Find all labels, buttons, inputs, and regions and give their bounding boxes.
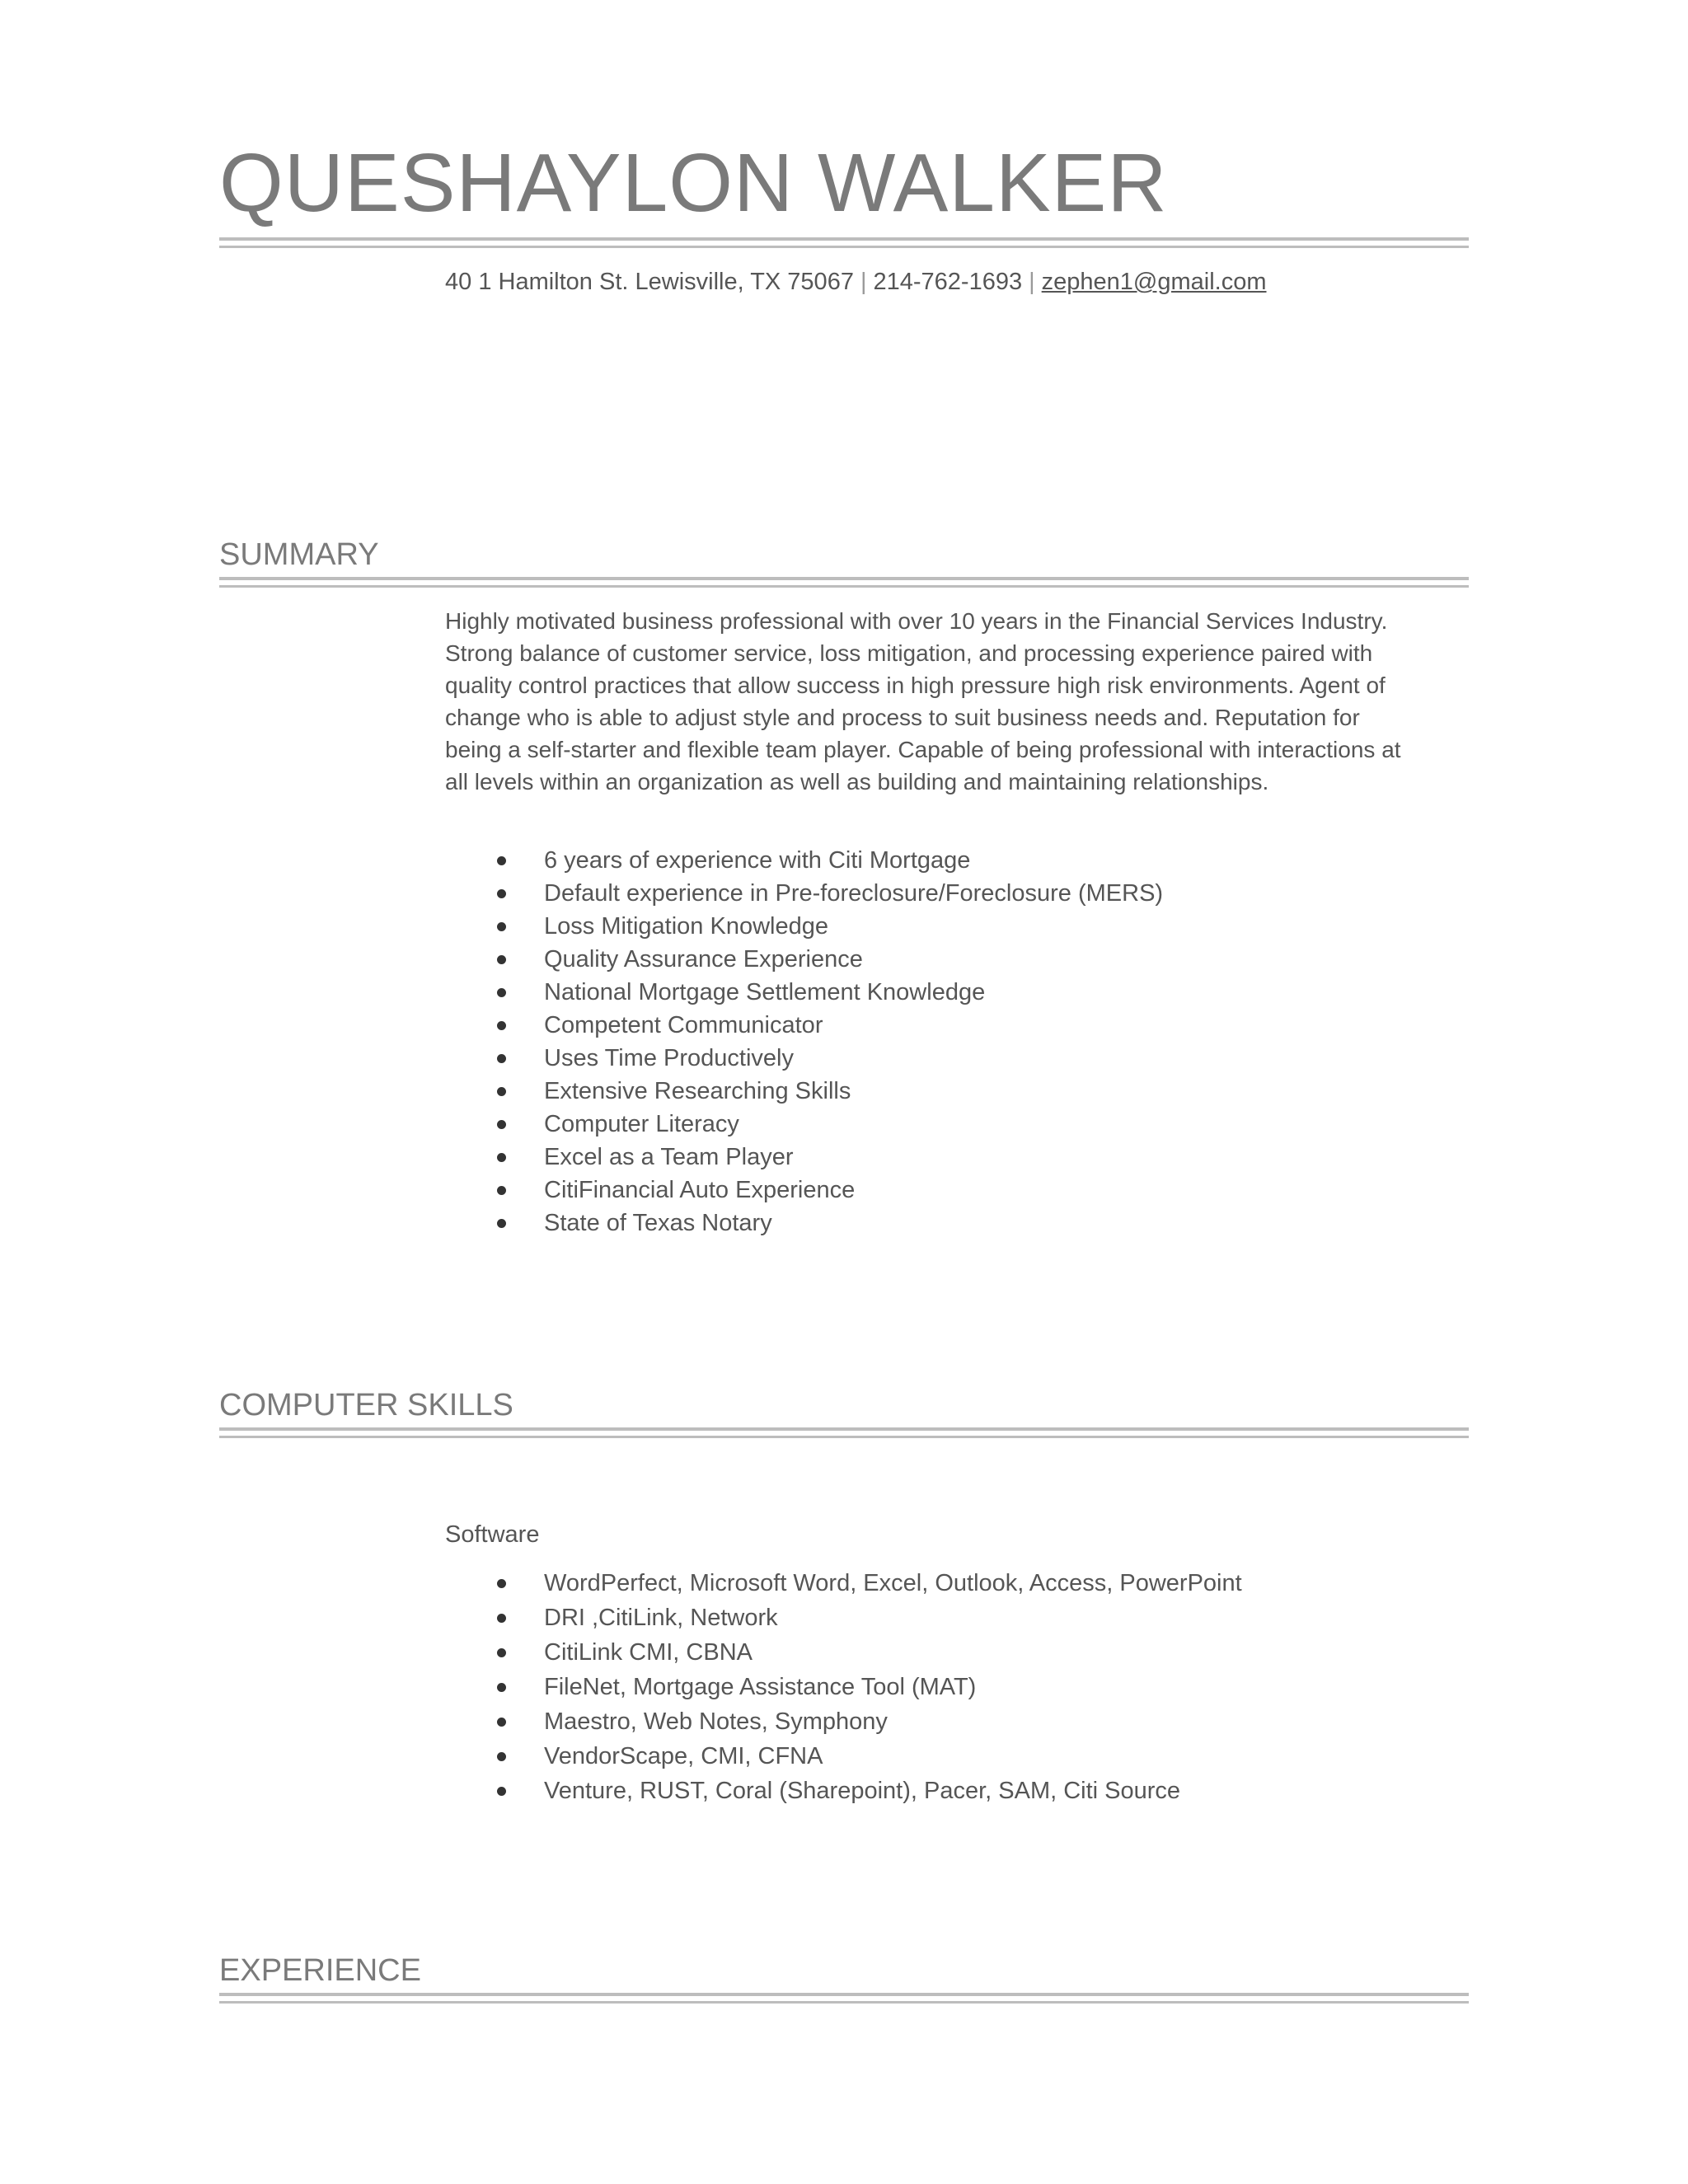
section-title-computer-skills: COMPUTER SKILLS [219,1388,513,1422]
skills-rule-top [219,1427,1469,1431]
list-item: Competent Communicator [445,1009,1163,1042]
contact-address: 40 1 Hamilton St. Lewisville, TX 75067 [445,269,854,295]
summary-paragraph: Highly motivated business professional with over 10 years in the Financial Services Industry. Strong balance of customer service, loss mitigation, and processing experience paired with quality control practices that allow success in high pressure high risk environments. Agent of change who is able to adjust style and process to suit business needs and. Reputation for being a self-starter and flexible team player. Capable of being professional with interactions at all levels within an organization as well as building and maintaining relationships. [445,608,1401,794]
list-item: VendorScape, CMI, CFNA [445,1739,1242,1774]
list-item: Maestro, Web Notes, Symphony [445,1704,1242,1739]
software-bullet-list [445,1566,1242,1808]
contact-line [445,269,1267,296]
list-item: Venture, RUST, Coral (Sharepoint), Pacer, SAM, Citi Source [445,1774,1242,1808]
list-item: FileNet, Mortgage Assistance Tool (MAT) [445,1670,1242,1704]
header-rule-top [219,237,1469,241]
list-item: CitiLink CMI, CBNA [445,1635,1242,1670]
summary-rule-top [219,577,1469,580]
list-item: Uses Time Productively [445,1042,1163,1075]
header-rule-bottom [219,246,1469,248]
software-subheading: Software [445,1521,540,1548]
skills-rule-bottom [219,1436,1469,1438]
section-title-experience: EXPERIENCE [219,1953,421,1988]
list-item: State of Texas Notary [445,1207,1163,1240]
list-item: Loss Mitigation Knowledge [445,910,1163,943]
section-title-summary: SUMMARY [219,537,379,572]
list-item: 6 years of experience with Citi Mortgage [445,844,1163,877]
list-item: CitiFinancial Auto Experience [445,1174,1163,1207]
list-item: DRI ,CitiLink, Network [445,1601,1242,1635]
contact-email-link[interactable]: zephen1@gmail.com [1041,269,1267,295]
list-item: Default experience in Pre-foreclosure/Foreclosure (MERS) [445,877,1163,910]
list-item: Excel as a Team Player [445,1141,1163,1174]
contact-separator: | [1029,269,1035,295]
list-item: Computer Literacy [445,1108,1163,1141]
list-item: WordPerfect, Microsoft Word, Excel, Outlook, Access, PowerPoint [445,1566,1242,1601]
list-item: Quality Assurance Experience [445,943,1163,976]
experience-rule-top [219,1993,1469,1996]
summary-bullet-list [445,844,1163,1240]
list-item: Extensive Researching Skills [445,1075,1163,1108]
list-item: National Mortgage Settlement Knowledge [445,976,1163,1009]
summary-rule-bottom [219,585,1469,588]
contact-phone: 214-762-1693 [873,269,1023,295]
contact-separator: | [860,269,867,295]
experience-rule-bottom [219,2001,1469,2004]
applicant-name: QUESHAYLON WALKER [219,137,1168,229]
